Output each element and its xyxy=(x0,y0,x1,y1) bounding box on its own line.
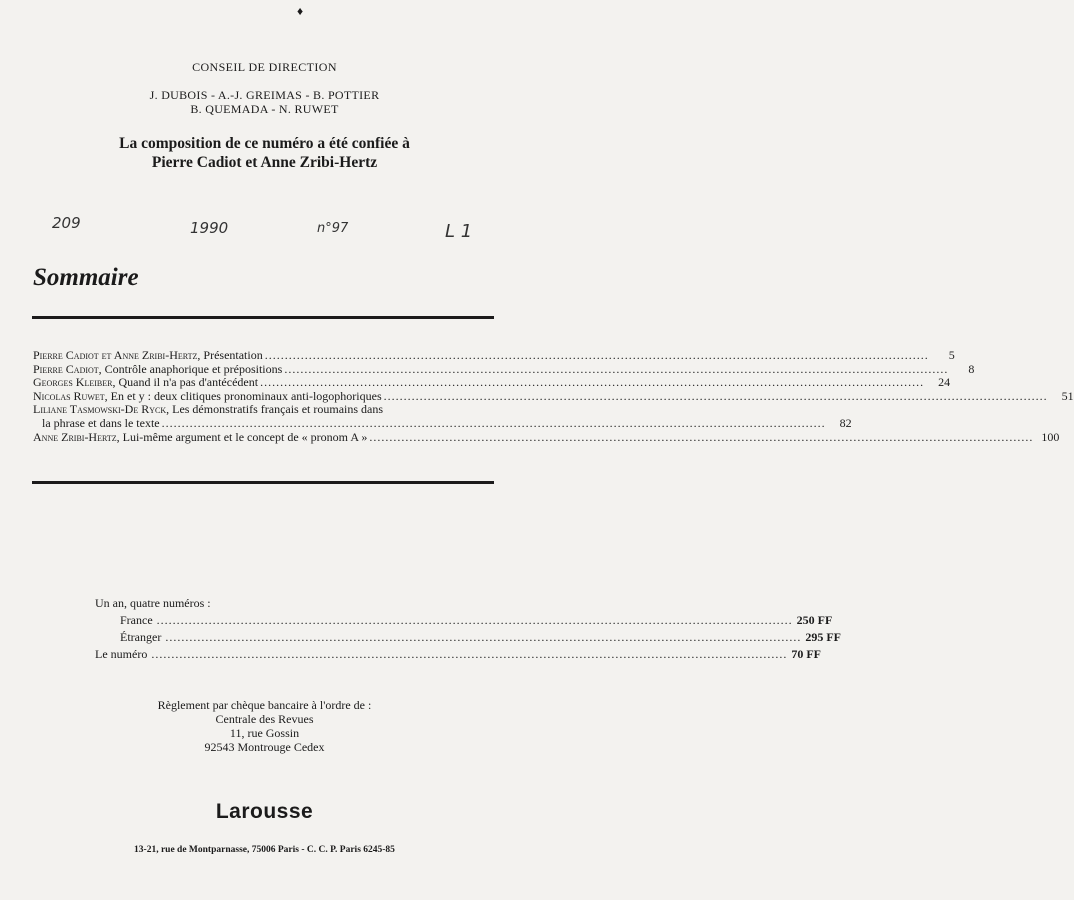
table-of-contents xyxy=(33,348,1074,444)
toc-author: Anne Zribi-Hertz xyxy=(33,429,117,444)
board-title: CONSEIL DE DIRECTION xyxy=(192,60,337,74)
publisher-name: Larousse xyxy=(215,800,314,823)
price-label: France xyxy=(120,613,153,627)
payment-block xyxy=(0,698,529,754)
toc-author: Nicolas Ruwet xyxy=(33,388,105,403)
composition-line2: Pierre Cadiot et Anne Zribi-Hertz xyxy=(151,154,378,171)
toc-title: , Lui-même argument et le concept de « pronom A » xyxy=(116,429,368,444)
price-value: 250 FF xyxy=(796,613,833,627)
toc-page: 24 xyxy=(938,375,951,390)
toc-leader xyxy=(284,363,948,377)
handwritten-note-1: 209 xyxy=(52,214,81,232)
composition-line1: La composition de ce numéro a été confiée à xyxy=(119,135,410,152)
sommaire-title: Sommaire xyxy=(33,264,139,291)
toc-entry[interactable] xyxy=(33,388,1074,404)
price-row-abroad xyxy=(95,629,841,646)
toc-entry[interactable] xyxy=(33,348,955,363)
toc-title: , Contrôle anaphorique et prépositions xyxy=(98,361,283,376)
toc-entry[interactable] xyxy=(33,361,975,377)
top-rule xyxy=(32,316,494,319)
subscription-block xyxy=(95,595,841,663)
toc-page: 82 xyxy=(839,415,852,430)
price-leader xyxy=(165,629,801,646)
board-members-line2: B. QUEMADA - N. RUWET xyxy=(190,102,339,116)
toc-page: 51 xyxy=(1061,388,1074,403)
toc-page: 5 xyxy=(948,348,955,362)
toc-leader xyxy=(162,417,826,431)
payment-line3: 11, rue Gossin xyxy=(229,726,300,740)
toc-leader xyxy=(384,390,1048,404)
bottom-rule xyxy=(32,481,494,484)
toc-leader xyxy=(369,431,1033,445)
price-value: 295 FF xyxy=(805,630,841,644)
price-leader xyxy=(157,612,793,629)
toc-author: Pierre Cadiot et Anne Zribi-Hertz xyxy=(33,348,198,362)
toc-leader xyxy=(260,376,924,390)
toc-title: , Les démonstratifs français et roumains dans xyxy=(166,402,384,417)
toc-author: Pierre Cadiot xyxy=(33,361,99,376)
toc-title: la phrase et dans le texte xyxy=(42,415,160,430)
price-label: Le numéro xyxy=(95,647,148,661)
ornament-mark: ♦ xyxy=(297,4,304,18)
price-row-france xyxy=(95,612,833,629)
price-value: 70 FF xyxy=(791,647,821,661)
toc-leader xyxy=(265,349,929,363)
payment-line1: Règlement par chèque bancaire à l'ordre de : xyxy=(157,698,372,712)
toc-title: , En et y : deux clitiques pronominaux anti-logophoriques xyxy=(104,388,382,403)
toc-entry[interactable] xyxy=(33,403,495,417)
publisher-address: 13-21, rue de Montparnasse, 75006 Paris - C. C. P. Paris 6245-85 xyxy=(134,845,395,855)
handwritten-note-4: L 1 xyxy=(445,221,473,242)
payment-line4: 92543 Montrouge Cedex xyxy=(204,740,325,754)
price-label: Étranger xyxy=(120,630,162,644)
handwritten-note-2: 1990 xyxy=(190,219,229,237)
price-row-issue xyxy=(95,646,821,663)
toc-page: 100 xyxy=(1041,429,1060,444)
toc-entry[interactable] xyxy=(33,429,1060,445)
toc-title: , Quand il n'a pas d'antécédent xyxy=(112,375,259,390)
board-members-line1: J. DUBOIS - A.-J. GREIMAS - B. POTTIER xyxy=(149,88,380,102)
toc-title: , Présentation xyxy=(197,348,263,362)
price-leader xyxy=(151,646,787,663)
toc-entry-continued[interactable] xyxy=(33,415,852,431)
subscription-intro: Un an, quatre numéros : xyxy=(95,596,211,610)
handwritten-note-3: n°97 xyxy=(317,221,349,236)
toc-entry[interactable] xyxy=(33,375,951,390)
toc-author: Liliane Tasmowski-De Ryck xyxy=(33,402,167,417)
toc-page: 8 xyxy=(968,361,975,376)
toc-author: Georges Kleiber xyxy=(33,375,113,390)
payment-line2: Centrale des Revues xyxy=(215,712,314,726)
